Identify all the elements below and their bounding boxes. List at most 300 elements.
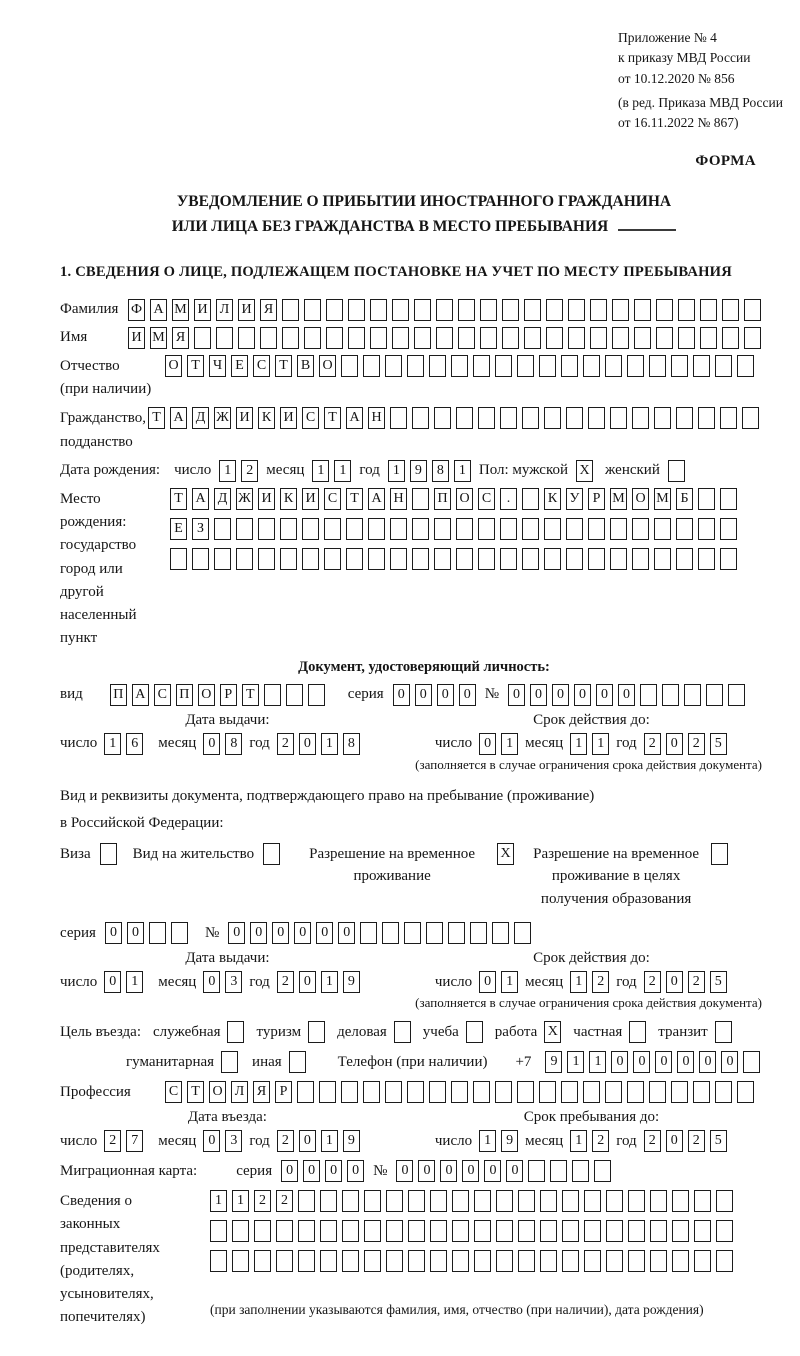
char-box[interactable]: 0 xyxy=(228,922,245,944)
char-box[interactable]: 9 xyxy=(343,1130,360,1152)
char-box[interactable]: 2 xyxy=(276,1190,293,1212)
char-box[interactable]: С xyxy=(165,1081,182,1103)
purpose-other-checkbox[interactable] xyxy=(289,1051,306,1073)
char-box[interactable] xyxy=(544,407,561,429)
char-box[interactable]: 0 xyxy=(655,1051,672,1073)
char-box[interactable]: Л xyxy=(231,1081,248,1103)
char-box[interactable]: А xyxy=(150,299,167,321)
char-box[interactable] xyxy=(568,299,585,321)
char-box[interactable] xyxy=(649,355,666,377)
char-box[interactable] xyxy=(370,299,387,321)
char-box[interactable] xyxy=(436,299,453,321)
profession-boxes[interactable] xyxy=(165,1081,754,1103)
representatives-boxes-row1[interactable] xyxy=(210,1190,733,1212)
char-box[interactable] xyxy=(436,327,453,349)
char-box[interactable] xyxy=(192,548,209,570)
char-box[interactable] xyxy=(610,518,627,540)
char-box[interactable] xyxy=(320,1250,337,1272)
char-box[interactable]: Р xyxy=(588,488,605,510)
char-box[interactable]: 0 xyxy=(437,684,454,706)
char-box[interactable] xyxy=(458,299,475,321)
char-box[interactable]: 2 xyxy=(277,733,294,755)
char-box[interactable] xyxy=(382,922,399,944)
char-box[interactable] xyxy=(302,518,319,540)
char-box[interactable] xyxy=(149,922,166,944)
checkbox[interactable]: X xyxy=(576,460,593,482)
birthplace-boxes-row3[interactable] xyxy=(170,548,737,570)
purpose-tourism-checkbox[interactable] xyxy=(308,1021,325,1043)
char-box[interactable] xyxy=(407,355,424,377)
char-box[interactable]: 1 xyxy=(589,1051,606,1073)
char-box[interactable]: 5 xyxy=(710,733,727,755)
purpose-study-checkbox[interactable] xyxy=(466,1021,483,1043)
char-box[interactable] xyxy=(540,1250,557,1272)
char-box[interactable] xyxy=(584,1190,601,1212)
char-box[interactable] xyxy=(500,548,517,570)
char-box[interactable]: 2 xyxy=(104,1130,121,1152)
char-box[interactable]: 1 xyxy=(232,1190,249,1212)
char-box[interactable] xyxy=(346,518,363,540)
char-box[interactable]: А xyxy=(192,488,209,510)
mc-number-boxes[interactable] xyxy=(396,1160,611,1182)
char-box[interactable] xyxy=(612,299,629,321)
entry-day[interactable] xyxy=(104,1130,143,1152)
stay-year[interactable] xyxy=(644,1130,727,1152)
char-box[interactable]: О xyxy=(632,488,649,510)
char-box[interactable] xyxy=(566,548,583,570)
residence-valid-month[interactable] xyxy=(570,971,609,993)
char-box[interactable] xyxy=(386,1220,403,1242)
char-box[interactable] xyxy=(720,407,737,429)
char-box[interactable] xyxy=(286,684,303,706)
representatives-boxes-row2[interactable] xyxy=(210,1220,733,1242)
char-box[interactable] xyxy=(678,299,695,321)
char-box[interactable] xyxy=(694,1250,711,1272)
char-box[interactable]: 9 xyxy=(501,1130,518,1152)
char-box[interactable] xyxy=(654,407,671,429)
entry-month[interactable] xyxy=(203,1130,242,1152)
char-box[interactable] xyxy=(434,518,451,540)
char-box[interactable] xyxy=(452,1250,469,1272)
char-box[interactable] xyxy=(430,1250,447,1272)
char-box[interactable] xyxy=(364,1250,381,1272)
birth-year-boxes[interactable] xyxy=(388,460,471,482)
char-box[interactable] xyxy=(550,1160,567,1182)
char-box[interactable]: 1 xyxy=(479,1130,496,1152)
char-box[interactable]: И xyxy=(128,327,145,349)
birthplace-boxes-row2[interactable] xyxy=(170,518,737,540)
char-box[interactable]: 0 xyxy=(299,1130,316,1152)
char-box[interactable] xyxy=(412,548,429,570)
char-box[interactable] xyxy=(280,518,297,540)
char-box[interactable] xyxy=(451,1081,468,1103)
char-box[interactable] xyxy=(232,1220,249,1242)
char-box[interactable] xyxy=(612,327,629,349)
char-box[interactable] xyxy=(528,1160,545,1182)
patronymic-boxes[interactable] xyxy=(165,355,754,377)
char-box[interactable] xyxy=(412,407,429,429)
name-boxes[interactable] xyxy=(128,327,761,349)
char-box[interactable]: М xyxy=(654,488,671,510)
char-box[interactable] xyxy=(590,299,607,321)
char-box[interactable] xyxy=(171,922,188,944)
char-box[interactable]: 0 xyxy=(393,684,410,706)
checkbox[interactable] xyxy=(308,1021,325,1043)
residence-series-boxes[interactable] xyxy=(105,922,188,944)
char-box[interactable] xyxy=(392,299,409,321)
char-box[interactable]: 0 xyxy=(611,1051,628,1073)
char-box[interactable]: 3 xyxy=(225,971,242,993)
char-box[interactable] xyxy=(568,327,585,349)
char-box[interactable]: Т xyxy=(275,355,292,377)
char-box[interactable] xyxy=(298,1220,315,1242)
char-box[interactable] xyxy=(385,1081,402,1103)
char-box[interactable] xyxy=(584,1220,601,1242)
char-box[interactable] xyxy=(722,327,739,349)
char-box[interactable] xyxy=(408,1220,425,1242)
char-box[interactable]: Н xyxy=(368,407,385,429)
char-box[interactable]: 0 xyxy=(508,684,525,706)
char-box[interactable]: М xyxy=(172,299,189,321)
char-box[interactable] xyxy=(737,355,754,377)
char-box[interactable] xyxy=(319,1081,336,1103)
char-box[interactable]: А xyxy=(170,407,187,429)
char-box[interactable]: 2 xyxy=(644,1130,661,1152)
char-box[interactable] xyxy=(346,548,363,570)
char-box[interactable] xyxy=(404,922,421,944)
char-box[interactable] xyxy=(478,548,495,570)
char-box[interactable]: 5 xyxy=(710,971,727,993)
char-box[interactable] xyxy=(700,327,717,349)
char-box[interactable] xyxy=(720,518,737,540)
char-box[interactable]: И xyxy=(302,488,319,510)
char-box[interactable]: Ф xyxy=(128,299,145,321)
purpose-humanitarian-checkbox[interactable] xyxy=(221,1051,238,1073)
char-box[interactable]: О xyxy=(319,355,336,377)
char-box[interactable] xyxy=(694,1220,711,1242)
char-box[interactable] xyxy=(632,518,649,540)
char-box[interactable]: 2 xyxy=(592,1130,609,1152)
char-box[interactable]: 0 xyxy=(299,733,316,755)
char-box[interactable] xyxy=(584,1250,601,1272)
purpose-transit-checkbox[interactable] xyxy=(715,1021,732,1043)
char-box[interactable] xyxy=(434,407,451,429)
char-box[interactable] xyxy=(605,1081,622,1103)
char-box[interactable] xyxy=(522,548,539,570)
char-box[interactable]: 2 xyxy=(592,971,609,993)
char-box[interactable]: 2 xyxy=(644,733,661,755)
char-box[interactable]: 2 xyxy=(241,460,258,482)
char-box[interactable] xyxy=(282,327,299,349)
char-box[interactable]: 2 xyxy=(688,971,705,993)
char-box[interactable]: 1 xyxy=(334,460,351,482)
char-box[interactable] xyxy=(610,548,627,570)
char-box[interactable] xyxy=(298,1250,315,1272)
char-box[interactable] xyxy=(280,548,297,570)
char-box[interactable] xyxy=(232,1250,249,1272)
char-box[interactable] xyxy=(694,1190,711,1212)
char-box[interactable]: П xyxy=(176,684,193,706)
char-box[interactable] xyxy=(341,355,358,377)
char-box[interactable] xyxy=(492,922,509,944)
char-box[interactable] xyxy=(671,355,688,377)
char-box[interactable]: 0 xyxy=(338,922,355,944)
char-box[interactable] xyxy=(561,1081,578,1103)
stay-month[interactable] xyxy=(570,1130,609,1152)
char-box[interactable]: М xyxy=(610,488,627,510)
char-box[interactable]: Д xyxy=(192,407,209,429)
char-box[interactable] xyxy=(540,1190,557,1212)
phone-boxes[interactable] xyxy=(545,1051,760,1073)
char-box[interactable] xyxy=(654,518,671,540)
char-box[interactable]: Т xyxy=(324,407,341,429)
residence-valid-year[interactable] xyxy=(644,971,727,993)
char-box[interactable]: И xyxy=(280,407,297,429)
char-box[interactable] xyxy=(480,299,497,321)
char-box[interactable] xyxy=(698,518,715,540)
char-box[interactable]: О xyxy=(209,1081,226,1103)
char-box[interactable]: 1 xyxy=(321,971,338,993)
char-box[interactable]: Ч xyxy=(209,355,226,377)
char-box[interactable] xyxy=(414,299,431,321)
identity-issue-month[interactable] xyxy=(203,733,242,755)
char-box[interactable]: 0 xyxy=(440,1160,457,1182)
char-box[interactable] xyxy=(722,299,739,321)
char-box[interactable] xyxy=(408,1250,425,1272)
char-box[interactable] xyxy=(429,1081,446,1103)
checkbox[interactable] xyxy=(221,1051,238,1073)
char-box[interactable] xyxy=(474,1250,491,1272)
char-box[interactable]: 0 xyxy=(618,684,635,706)
residence-issue-month[interactable] xyxy=(203,971,242,993)
char-box[interactable] xyxy=(452,1220,469,1242)
char-box[interactable] xyxy=(562,1250,579,1272)
char-box[interactable]: А xyxy=(132,684,149,706)
char-box[interactable] xyxy=(412,518,429,540)
sex-male-checkbox[interactable] xyxy=(576,460,593,482)
checkbox[interactable]: X xyxy=(497,843,514,865)
option-residence-permit-checkbox[interactable] xyxy=(263,843,280,865)
char-box[interactable]: Р xyxy=(275,1081,292,1103)
char-box[interactable]: 0 xyxy=(105,922,122,944)
char-box[interactable] xyxy=(210,1220,227,1242)
char-box[interactable]: О xyxy=(456,488,473,510)
char-box[interactable] xyxy=(348,299,365,321)
char-box[interactable] xyxy=(540,1220,557,1242)
char-box[interactable] xyxy=(518,1190,535,1212)
char-box[interactable] xyxy=(693,1081,710,1103)
char-box[interactable]: 9 xyxy=(545,1051,562,1073)
char-box[interactable]: 0 xyxy=(281,1160,298,1182)
char-box[interactable]: Т xyxy=(242,684,259,706)
char-box[interactable] xyxy=(386,1250,403,1272)
char-box[interactable] xyxy=(632,548,649,570)
char-box[interactable]: 1 xyxy=(321,733,338,755)
char-box[interactable]: 7 xyxy=(126,1130,143,1152)
char-box[interactable] xyxy=(342,1220,359,1242)
char-box[interactable]: 0 xyxy=(596,684,613,706)
char-box[interactable]: 0 xyxy=(479,733,496,755)
char-box[interactable]: 9 xyxy=(410,460,427,482)
char-box[interactable] xyxy=(496,1250,513,1272)
char-box[interactable]: 0 xyxy=(127,922,144,944)
checkbox[interactable] xyxy=(466,1021,483,1043)
char-box[interactable] xyxy=(412,488,429,510)
char-box[interactable]: 1 xyxy=(321,1130,338,1152)
char-box[interactable]: Е xyxy=(231,355,248,377)
birthplace-boxes-row1[interactable] xyxy=(170,488,737,510)
char-box[interactable] xyxy=(390,518,407,540)
char-box[interactable] xyxy=(588,548,605,570)
char-box[interactable]: 0 xyxy=(203,971,220,993)
char-box[interactable] xyxy=(716,1250,733,1272)
char-box[interactable] xyxy=(514,922,531,944)
char-box[interactable]: Я xyxy=(253,1081,270,1103)
char-box[interactable]: П xyxy=(434,488,451,510)
mc-series-boxes[interactable] xyxy=(281,1160,364,1182)
char-box[interactable] xyxy=(320,1220,337,1242)
purpose-commercial-checkbox[interactable] xyxy=(394,1021,411,1043)
char-box[interactable] xyxy=(693,355,710,377)
char-box[interactable] xyxy=(298,1190,315,1212)
char-box[interactable] xyxy=(671,1081,688,1103)
char-box[interactable] xyxy=(304,299,321,321)
checkbox[interactable] xyxy=(668,460,685,482)
char-box[interactable]: Т xyxy=(187,1081,204,1103)
char-box[interactable] xyxy=(662,684,679,706)
identity-series-boxes[interactable] xyxy=(393,684,476,706)
char-box[interactable] xyxy=(656,299,673,321)
char-box[interactable]: Я xyxy=(172,327,189,349)
char-box[interactable] xyxy=(728,684,745,706)
char-box[interactable] xyxy=(276,1220,293,1242)
char-box[interactable] xyxy=(656,327,673,349)
char-box[interactable]: З xyxy=(192,518,209,540)
char-box[interactable]: И xyxy=(194,299,211,321)
char-box[interactable] xyxy=(297,1081,314,1103)
char-box[interactable] xyxy=(342,1190,359,1212)
char-box[interactable] xyxy=(706,684,723,706)
char-box[interactable] xyxy=(448,922,465,944)
char-box[interactable]: 0 xyxy=(677,1051,694,1073)
char-box[interactable]: А xyxy=(368,488,385,510)
identity-issue-year[interactable] xyxy=(277,733,360,755)
char-box[interactable] xyxy=(214,548,231,570)
char-box[interactable] xyxy=(214,518,231,540)
char-box[interactable] xyxy=(720,548,737,570)
char-box[interactable]: 1 xyxy=(501,971,518,993)
char-box[interactable] xyxy=(363,355,380,377)
char-box[interactable]: 1 xyxy=(454,460,471,482)
char-box[interactable] xyxy=(342,1250,359,1272)
char-box[interactable]: К xyxy=(280,488,297,510)
char-box[interactable] xyxy=(634,299,651,321)
char-box[interactable] xyxy=(649,1081,666,1103)
purpose-work-checkbox[interactable] xyxy=(544,1021,561,1043)
char-box[interactable] xyxy=(544,518,561,540)
char-box[interactable] xyxy=(238,327,255,349)
char-box[interactable] xyxy=(370,327,387,349)
char-box[interactable]: Я xyxy=(260,299,277,321)
char-box[interactable] xyxy=(194,327,211,349)
identity-kind-boxes[interactable] xyxy=(110,684,325,706)
stay-day[interactable] xyxy=(479,1130,518,1152)
char-box[interactable] xyxy=(363,1081,380,1103)
char-box[interactable]: 0 xyxy=(462,1160,479,1182)
char-box[interactable] xyxy=(496,1220,513,1242)
char-box[interactable]: 1 xyxy=(126,971,143,993)
char-box[interactable] xyxy=(583,1081,600,1103)
char-box[interactable]: 0 xyxy=(303,1160,320,1182)
char-box[interactable] xyxy=(561,355,578,377)
char-box[interactable]: И xyxy=(258,488,275,510)
char-box[interactable]: А xyxy=(346,407,363,429)
char-box[interactable]: 1 xyxy=(567,1051,584,1073)
char-box[interactable]: 0 xyxy=(325,1160,342,1182)
char-box[interactable]: Т xyxy=(148,407,165,429)
char-box[interactable]: И xyxy=(238,299,255,321)
char-box[interactable] xyxy=(539,355,556,377)
char-box[interactable] xyxy=(170,548,187,570)
char-box[interactable] xyxy=(216,327,233,349)
char-box[interactable] xyxy=(590,327,607,349)
char-box[interactable] xyxy=(562,1190,579,1212)
char-box[interactable] xyxy=(672,1190,689,1212)
char-box[interactable]: 8 xyxy=(432,460,449,482)
char-box[interactable] xyxy=(429,355,446,377)
char-box[interactable] xyxy=(628,1220,645,1242)
char-box[interactable]: 0 xyxy=(699,1051,716,1073)
char-box[interactable]: 0 xyxy=(396,1160,413,1182)
char-box[interactable] xyxy=(676,407,693,429)
char-box[interactable] xyxy=(650,1190,667,1212)
char-box[interactable] xyxy=(654,548,671,570)
char-box[interactable] xyxy=(348,327,365,349)
char-box[interactable] xyxy=(715,1081,732,1103)
char-box[interactable] xyxy=(546,299,563,321)
char-box[interactable]: 0 xyxy=(415,684,432,706)
char-box[interactable]: 0 xyxy=(104,971,121,993)
char-box[interactable] xyxy=(716,1220,733,1242)
checkbox[interactable] xyxy=(629,1021,646,1043)
char-box[interactable] xyxy=(583,355,600,377)
char-box[interactable] xyxy=(546,327,563,349)
char-box[interactable]: 2 xyxy=(277,971,294,993)
char-box[interactable] xyxy=(282,299,299,321)
char-box[interactable] xyxy=(480,327,497,349)
char-box[interactable]: Д xyxy=(214,488,231,510)
char-box[interactable] xyxy=(430,1220,447,1242)
char-box[interactable] xyxy=(684,684,701,706)
checkbox[interactable] xyxy=(715,1021,732,1043)
char-box[interactable] xyxy=(522,488,539,510)
char-box[interactable]: 0 xyxy=(530,684,547,706)
char-box[interactable]: 2 xyxy=(688,733,705,755)
char-box[interactable]: 0 xyxy=(203,733,220,755)
char-box[interactable] xyxy=(610,407,627,429)
char-box[interactable] xyxy=(210,1250,227,1272)
char-box[interactable] xyxy=(698,407,715,429)
char-box[interactable] xyxy=(720,488,737,510)
residence-valid-day[interactable] xyxy=(479,971,518,993)
char-box[interactable] xyxy=(588,518,605,540)
char-box[interactable] xyxy=(698,548,715,570)
identity-number-boxes[interactable] xyxy=(508,684,745,706)
char-box[interactable]: 2 xyxy=(254,1190,271,1212)
char-box[interactable]: 0 xyxy=(666,971,683,993)
char-box[interactable]: 1 xyxy=(388,460,405,482)
char-box[interactable] xyxy=(478,407,495,429)
